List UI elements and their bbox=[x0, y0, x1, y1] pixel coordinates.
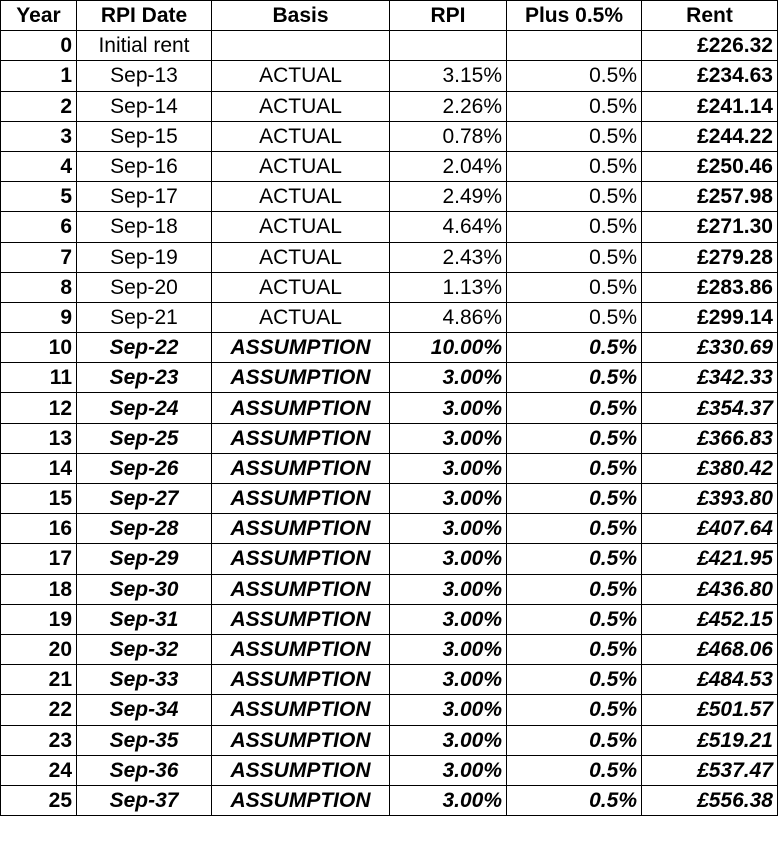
plus-cell: 0.5% bbox=[507, 453, 642, 483]
plus-cell: 0.5% bbox=[507, 785, 642, 815]
table-row bbox=[1, 574, 778, 604]
rpi-cell bbox=[390, 31, 507, 61]
table-row bbox=[1, 604, 778, 634]
rpi-cell: 2.26% bbox=[390, 91, 507, 121]
plus-cell: 0.5% bbox=[507, 212, 642, 242]
rpi-date-cell: Sep-37 bbox=[77, 785, 212, 815]
header-plus: Plus 0.5% bbox=[507, 1, 642, 31]
table-row bbox=[1, 665, 778, 695]
rpi-date-cell: Sep-19 bbox=[77, 242, 212, 272]
table-row bbox=[1, 182, 778, 212]
year-cell: 8 bbox=[1, 272, 77, 302]
year-cell: 4 bbox=[1, 151, 77, 181]
table-row bbox=[1, 151, 778, 181]
rpi-cell: 2.04% bbox=[390, 151, 507, 181]
rpi-date-cell: Sep-35 bbox=[77, 725, 212, 755]
table-row bbox=[1, 453, 778, 483]
plus-cell: 0.5% bbox=[507, 604, 642, 634]
year-cell: 5 bbox=[1, 182, 77, 212]
year-cell: 15 bbox=[1, 484, 77, 514]
rent-cell: £271.30 bbox=[642, 212, 778, 242]
rpi-date-cell: Sep-17 bbox=[77, 182, 212, 212]
header-rent: Rent bbox=[642, 1, 778, 31]
table-row bbox=[1, 61, 778, 91]
year-cell: 20 bbox=[1, 634, 77, 664]
rpi-cell: 3.00% bbox=[390, 453, 507, 483]
rpi-date-cell: Sep-25 bbox=[77, 423, 212, 453]
plus-cell: 0.5% bbox=[507, 363, 642, 393]
table-row bbox=[1, 212, 778, 242]
basis-cell: ASSUMPTION bbox=[212, 484, 390, 514]
rpi-cell: 0.78% bbox=[390, 121, 507, 151]
basis-cell: ASSUMPTION bbox=[212, 725, 390, 755]
year-cell: 7 bbox=[1, 242, 77, 272]
rent-cell: £283.86 bbox=[642, 272, 778, 302]
basis-cell: ASSUMPTION bbox=[212, 363, 390, 393]
rpi-cell: 3.00% bbox=[390, 695, 507, 725]
rpi-date-cell: Sep-14 bbox=[77, 91, 212, 121]
plus-cell: 0.5% bbox=[507, 91, 642, 121]
year-cell: 21 bbox=[1, 665, 77, 695]
basis-cell: ASSUMPTION bbox=[212, 695, 390, 725]
basis-cell: ASSUMPTION bbox=[212, 544, 390, 574]
header-rpi-date: RPI Date bbox=[77, 1, 212, 31]
header-row bbox=[1, 1, 778, 31]
basis-cell: ACTUAL bbox=[212, 182, 390, 212]
year-cell: 2 bbox=[1, 91, 77, 121]
table-row bbox=[1, 242, 778, 272]
rent-cell: £330.69 bbox=[642, 333, 778, 363]
year-cell: 17 bbox=[1, 544, 77, 574]
table-row bbox=[1, 725, 778, 755]
rpi-date-cell: Sep-20 bbox=[77, 272, 212, 302]
basis-cell: ACTUAL bbox=[212, 121, 390, 151]
rpi-date-cell: Sep-36 bbox=[77, 755, 212, 785]
rpi-date-cell: Sep-24 bbox=[77, 393, 212, 423]
plus-cell: 0.5% bbox=[507, 544, 642, 574]
year-cell: 23 bbox=[1, 725, 77, 755]
rent-cell: £257.98 bbox=[642, 182, 778, 212]
rpi-date-cell: Sep-15 bbox=[77, 121, 212, 151]
rpi-cell: 3.00% bbox=[390, 393, 507, 423]
rpi-date-cell: Sep-27 bbox=[77, 484, 212, 514]
table-row bbox=[1, 755, 778, 785]
rent-cell: £484.53 bbox=[642, 665, 778, 695]
table-row bbox=[1, 484, 778, 514]
year-cell: 25 bbox=[1, 785, 77, 815]
rent-cell: £244.22 bbox=[642, 121, 778, 151]
table-row bbox=[1, 634, 778, 664]
rent-cell: £241.14 bbox=[642, 91, 778, 121]
rpi-cell: 3.00% bbox=[390, 604, 507, 634]
rpi-cell: 3.00% bbox=[390, 755, 507, 785]
rpi-date-cell: Sep-13 bbox=[77, 61, 212, 91]
plus-cell bbox=[507, 31, 642, 61]
basis-cell: ASSUMPTION bbox=[212, 785, 390, 815]
plus-cell: 0.5% bbox=[507, 725, 642, 755]
rpi-cell: 2.49% bbox=[390, 182, 507, 212]
rpi-date-cell: Sep-34 bbox=[77, 695, 212, 725]
plus-cell: 0.5% bbox=[507, 665, 642, 695]
basis-cell: ASSUMPTION bbox=[212, 393, 390, 423]
basis-cell: ASSUMPTION bbox=[212, 604, 390, 634]
rpi-cell: 3.00% bbox=[390, 484, 507, 514]
basis-cell: ACTUAL bbox=[212, 302, 390, 332]
rent-cell: £354.37 bbox=[642, 393, 778, 423]
rpi-date-cell: Sep-32 bbox=[77, 634, 212, 664]
year-cell: 13 bbox=[1, 423, 77, 453]
table-body bbox=[1, 31, 778, 816]
year-cell: 24 bbox=[1, 755, 77, 785]
rpi-date-cell: Sep-29 bbox=[77, 544, 212, 574]
rpi-cell: 3.00% bbox=[390, 363, 507, 393]
plus-cell: 0.5% bbox=[507, 242, 642, 272]
basis-cell: ASSUMPTION bbox=[212, 514, 390, 544]
table-row bbox=[1, 121, 778, 151]
plus-cell: 0.5% bbox=[507, 514, 642, 544]
year-cell: 18 bbox=[1, 574, 77, 604]
table-row bbox=[1, 31, 778, 61]
rent-cell: £380.42 bbox=[642, 453, 778, 483]
plus-cell: 0.5% bbox=[507, 61, 642, 91]
rent-cell: £556.38 bbox=[642, 785, 778, 815]
year-cell: 3 bbox=[1, 121, 77, 151]
table-row bbox=[1, 302, 778, 332]
rent-cell: £393.80 bbox=[642, 484, 778, 514]
rpi-cell: 4.64% bbox=[390, 212, 507, 242]
header-rpi: RPI bbox=[390, 1, 507, 31]
plus-cell: 0.5% bbox=[507, 574, 642, 604]
rent-cell: £452.15 bbox=[642, 604, 778, 634]
rent-cell: £436.80 bbox=[642, 574, 778, 604]
rent-cell: £468.06 bbox=[642, 634, 778, 664]
basis-cell: ASSUMPTION bbox=[212, 333, 390, 363]
plus-cell: 0.5% bbox=[507, 333, 642, 363]
rpi-cell: 2.43% bbox=[390, 242, 507, 272]
rpi-date-cell: Sep-26 bbox=[77, 453, 212, 483]
plus-cell: 0.5% bbox=[507, 151, 642, 181]
basis-cell: ASSUMPTION bbox=[212, 755, 390, 785]
rpi-date-cell: Sep-28 bbox=[77, 514, 212, 544]
rent-cell: £250.46 bbox=[642, 151, 778, 181]
plus-cell: 0.5% bbox=[507, 272, 642, 302]
basis-cell bbox=[212, 31, 390, 61]
table-row bbox=[1, 695, 778, 725]
rpi-date-cell: Sep-18 bbox=[77, 212, 212, 242]
year-cell: 16 bbox=[1, 514, 77, 544]
table-row bbox=[1, 272, 778, 302]
year-cell: 9 bbox=[1, 302, 77, 332]
year-cell: 19 bbox=[1, 604, 77, 634]
basis-cell: ACTUAL bbox=[212, 151, 390, 181]
rent-cell: £501.57 bbox=[642, 695, 778, 725]
basis-cell: ACTUAL bbox=[212, 61, 390, 91]
rpi-cell: 3.00% bbox=[390, 544, 507, 574]
rpi-cell: 3.00% bbox=[390, 574, 507, 604]
rpi-cell: 1.13% bbox=[390, 272, 507, 302]
rpi-date-cell: Sep-22 bbox=[77, 333, 212, 363]
rent-cell: £421.95 bbox=[642, 544, 778, 574]
plus-cell: 0.5% bbox=[507, 695, 642, 725]
rpi-date-cell: Initial rent bbox=[77, 31, 212, 61]
rpi-cell: 3.00% bbox=[390, 665, 507, 695]
rpi-date-cell: Sep-23 bbox=[77, 363, 212, 393]
rent-cell: £299.14 bbox=[642, 302, 778, 332]
rpi-date-cell: Sep-31 bbox=[77, 604, 212, 634]
year-cell: 0 bbox=[1, 31, 77, 61]
year-cell: 11 bbox=[1, 363, 77, 393]
table-row bbox=[1, 91, 778, 121]
table-row bbox=[1, 514, 778, 544]
year-cell: 6 bbox=[1, 212, 77, 242]
rent-cell: £407.64 bbox=[642, 514, 778, 544]
header-basis: Basis bbox=[212, 1, 390, 31]
table-row bbox=[1, 393, 778, 423]
year-cell: 10 bbox=[1, 333, 77, 363]
year-cell: 14 bbox=[1, 453, 77, 483]
basis-cell: ASSUMPTION bbox=[212, 634, 390, 664]
table-row bbox=[1, 544, 778, 574]
rpi-cell: 3.00% bbox=[390, 725, 507, 755]
basis-cell: ACTUAL bbox=[212, 212, 390, 242]
basis-cell: ASSUMPTION bbox=[212, 574, 390, 604]
basis-cell: ASSUMPTION bbox=[212, 665, 390, 695]
table-row bbox=[1, 785, 778, 815]
plus-cell: 0.5% bbox=[507, 755, 642, 785]
rent-cell: £226.32 bbox=[642, 31, 778, 61]
year-cell: 12 bbox=[1, 393, 77, 423]
rent-cell: £279.28 bbox=[642, 242, 778, 272]
rpi-date-cell: Sep-33 bbox=[77, 665, 212, 695]
plus-cell: 0.5% bbox=[507, 121, 642, 151]
rpi-cell: 3.00% bbox=[390, 423, 507, 453]
rpi-cell: 3.00% bbox=[390, 514, 507, 544]
year-cell: 1 bbox=[1, 61, 77, 91]
rpi-cell: 4.86% bbox=[390, 302, 507, 332]
plus-cell: 0.5% bbox=[507, 423, 642, 453]
plus-cell: 0.5% bbox=[507, 302, 642, 332]
rent-cell: £537.47 bbox=[642, 755, 778, 785]
plus-cell: 0.5% bbox=[507, 182, 642, 212]
header-year: Year bbox=[1, 1, 77, 31]
rent-cell: £234.63 bbox=[642, 61, 778, 91]
basis-cell: ACTUAL bbox=[212, 91, 390, 121]
rpi-date-cell: Sep-16 bbox=[77, 151, 212, 181]
rpi-date-cell: Sep-21 bbox=[77, 302, 212, 332]
table-row bbox=[1, 363, 778, 393]
basis-cell: ACTUAL bbox=[212, 272, 390, 302]
rpi-cell: 3.15% bbox=[390, 61, 507, 91]
rpi-cell: 3.00% bbox=[390, 634, 507, 664]
rpi-date-cell: Sep-30 bbox=[77, 574, 212, 604]
rpi-cell: 3.00% bbox=[390, 785, 507, 815]
basis-cell: ASSUMPTION bbox=[212, 423, 390, 453]
basis-cell: ASSUMPTION bbox=[212, 453, 390, 483]
rent-cell: £519.21 bbox=[642, 725, 778, 755]
basis-cell: ACTUAL bbox=[212, 242, 390, 272]
rpi-cell: 10.00% bbox=[390, 333, 507, 363]
rent-cell: £342.33 bbox=[642, 363, 778, 393]
plus-cell: 0.5% bbox=[507, 393, 642, 423]
table-row bbox=[1, 423, 778, 453]
rent-cell: £366.83 bbox=[642, 423, 778, 453]
year-cell: 22 bbox=[1, 695, 77, 725]
plus-cell: 0.5% bbox=[507, 484, 642, 514]
table-row bbox=[1, 333, 778, 363]
plus-cell: 0.5% bbox=[507, 634, 642, 664]
